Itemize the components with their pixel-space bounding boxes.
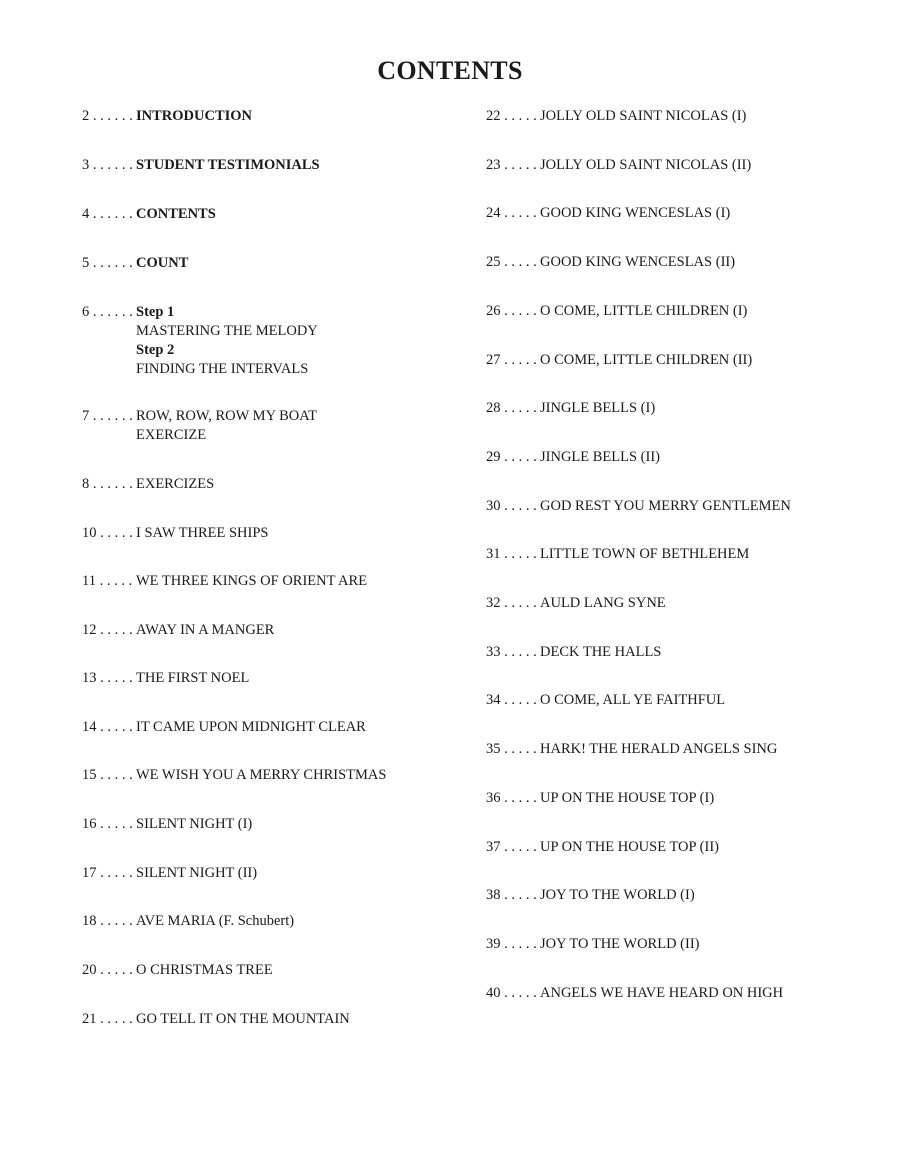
toc-entry-title xyxy=(136,912,294,931)
toc-entry-line: STUDENT TESTIMONIALS xyxy=(136,157,320,173)
toc-page-number: 39 . . . . . xyxy=(486,936,537,952)
toc-page-number: 15 . . . . . xyxy=(82,767,133,783)
toc-page-number: 24 . . . . . xyxy=(486,205,537,221)
toc-page-number: 6 . . . . . . xyxy=(82,304,133,320)
toc-entry-title xyxy=(540,156,751,175)
toc-entry-line: FINDING THE INTERVALS xyxy=(136,361,309,377)
toc-entry xyxy=(486,253,735,272)
toc-entry-line: O COME, LITTLE CHILDREN (I) xyxy=(540,303,748,319)
toc-entry-title xyxy=(136,815,252,834)
toc-page-number: 25 . . . . . xyxy=(486,254,537,270)
toc-entry xyxy=(486,399,655,418)
toc-entry-title xyxy=(136,475,214,494)
toc-page-number: 22 . . . . . xyxy=(486,108,537,124)
toc-page-number: 20 . . . . . xyxy=(82,962,133,978)
toc-page-number: 3 . . . . . . xyxy=(82,157,133,173)
toc-entry-line: MASTERING THE MELODY xyxy=(136,323,318,339)
toc-entry xyxy=(486,789,714,808)
toc-page-number: 33 . . . . . xyxy=(486,644,537,660)
toc-entry-line: THE FIRST NOEL xyxy=(136,670,250,686)
toc-entry xyxy=(82,303,318,379)
toc-entry-line: GOD REST YOU MERRY GENTLEMEN xyxy=(540,498,791,514)
toc-page-number: 21 . . . . . xyxy=(82,1011,133,1027)
toc-page-number: 29 . . . . . xyxy=(486,449,537,465)
toc-entry xyxy=(486,935,700,954)
toc-entry-line: GO TELL IT ON THE MOUNTAIN xyxy=(136,1011,350,1027)
toc-entry xyxy=(486,204,730,223)
toc-entry-line: IT CAME UPON MIDNIGHT CLEAR xyxy=(136,719,366,735)
toc-page-number: 34 . . . . . xyxy=(486,692,537,708)
toc-entry xyxy=(82,107,252,126)
toc-entry-line: AWAY IN A MANGER xyxy=(136,622,275,638)
toc-entry-title xyxy=(136,524,268,543)
toc-entry-line: GOOD KING WENCESLAS (II) xyxy=(540,254,736,270)
toc-page-number: 16 . . . . . xyxy=(82,816,133,832)
toc-page-number: 30 . . . . . xyxy=(486,498,537,514)
toc-entry-title xyxy=(136,864,257,883)
toc-entry xyxy=(82,156,320,175)
toc-entry-line: O COME, LITTLE CHILDREN (II) xyxy=(540,352,753,368)
toc-entry-title xyxy=(540,643,661,662)
toc-page-number: 7 . . . . . . xyxy=(82,408,133,424)
toc-entry xyxy=(486,643,661,662)
toc-entry-title xyxy=(540,302,747,321)
toc-page-number: 23 . . . . . xyxy=(486,157,537,173)
toc-entry-title xyxy=(540,691,725,710)
toc-entry-line: HARK! THE HERALD ANGELS SING xyxy=(540,741,778,757)
toc-entry xyxy=(82,475,214,494)
toc-entry-title xyxy=(540,497,791,516)
toc-entry-title xyxy=(540,594,666,613)
toc-entry-line: SILENT NIGHT (I) xyxy=(136,816,253,832)
toc-entry-line: WE WISH YOU A MERRY CHRISTMAS xyxy=(136,767,387,783)
toc-entry-title xyxy=(540,253,735,272)
toc-page-number: 5 . . . . . . xyxy=(82,255,133,271)
toc-entry-title xyxy=(136,407,317,445)
toc-page-number: 32 . . . . . xyxy=(486,595,537,611)
toc-page-number: 28 . . . . . xyxy=(486,400,537,416)
toc-entry-line: Step 1 xyxy=(136,304,175,320)
toc-entry-line: COUNT xyxy=(136,255,189,271)
toc-entry-line: CONTENTS xyxy=(136,206,216,222)
toc-entry-title xyxy=(136,621,274,640)
toc-entry-line: LITTLE TOWN OF BETHLEHEM xyxy=(540,546,750,562)
toc-entry-title xyxy=(540,838,719,857)
toc-entry-line: ROW, ROW, ROW MY BOAT xyxy=(136,408,318,424)
toc-entry xyxy=(486,691,725,710)
toc-entry xyxy=(82,524,268,543)
toc-entry-title xyxy=(136,303,318,379)
toc-entry-line: ANGELS WE HAVE HEARD ON HIGH xyxy=(540,985,784,1001)
toc-entry-line: JOY TO THE WORLD (II) xyxy=(540,936,700,952)
toc-entry-title xyxy=(540,448,660,467)
toc-entry-line: WE THREE KINGS OF ORIENT ARE xyxy=(136,573,368,589)
toc-entry-line: UP ON THE HOUSE TOP (I) xyxy=(540,790,715,806)
toc-entry xyxy=(82,621,274,640)
toc-entry-line: EXERCIZES xyxy=(136,476,215,492)
toc-entry xyxy=(486,156,751,175)
toc-entry-line: Step 2 xyxy=(136,342,175,358)
toc-entry-line: EXERCIZE xyxy=(136,427,207,443)
toc-page-number: 12 . . . . . xyxy=(82,622,133,638)
toc-entry xyxy=(82,766,386,785)
toc-entry-line: GOOD KING WENCESLAS (I) xyxy=(540,205,731,221)
toc-page-number: 38 . . . . . xyxy=(486,887,537,903)
toc-entry xyxy=(82,864,257,883)
toc-entry-title xyxy=(540,107,746,126)
toc-entry xyxy=(82,254,188,273)
toc-entry-title xyxy=(540,204,730,223)
toc-entry-title xyxy=(540,935,700,954)
toc-entry-line: UP ON THE HOUSE TOP (II) xyxy=(540,839,719,855)
toc-page-number: 27 . . . . . xyxy=(486,352,537,368)
toc-page-number: 2 . . . . . . xyxy=(82,108,133,124)
toc-entry-line: DECK THE HALLS xyxy=(540,644,662,660)
toc-entry-title xyxy=(136,205,216,224)
toc-entry-line: O CHRISTMAS TREE xyxy=(136,962,273,978)
toc-page-number: 18 . . . . . xyxy=(82,913,133,929)
toc-page-number: 8 . . . . . . xyxy=(82,476,133,492)
toc-entry xyxy=(82,961,273,980)
toc-entry xyxy=(486,594,666,613)
toc-page-number: 14 . . . . . xyxy=(82,719,133,735)
toc-entry-title xyxy=(540,789,714,808)
toc-page-number: 4 . . . . . . xyxy=(82,206,133,222)
toc-entry-title xyxy=(136,572,367,591)
toc-entry xyxy=(82,718,366,737)
toc-entry-line: I SAW THREE SHIPS xyxy=(136,525,269,541)
toc-entry xyxy=(82,669,249,688)
toc-entry xyxy=(486,545,749,564)
toc-entry-title xyxy=(136,107,252,126)
page-title: CONTENTS xyxy=(377,56,523,85)
toc-page-number: 36 . . . . . xyxy=(486,790,537,806)
toc-entry xyxy=(82,912,294,931)
toc-entry xyxy=(486,302,747,321)
toc-entry-line: O COME, ALL YE FAITHFUL xyxy=(540,692,726,708)
toc-entry-title xyxy=(540,886,695,905)
toc-entry-title xyxy=(136,156,320,175)
toc-entry-title xyxy=(540,351,752,370)
toc-entry xyxy=(82,1010,350,1029)
toc-entry-line: JOLLY OLD SAINT NICOLAS (I) xyxy=(540,108,747,124)
toc-entry xyxy=(82,572,367,591)
toc-entry-title xyxy=(136,718,366,737)
toc-entry-title xyxy=(136,254,188,273)
toc-entry-line: SILENT NIGHT (II) xyxy=(136,865,258,881)
toc-entry-title xyxy=(540,545,749,564)
toc-page-number: 13 . . . . . xyxy=(82,670,133,686)
toc-entry-title xyxy=(136,961,273,980)
toc-entry-line: JINGLE BELLS (I) xyxy=(540,400,656,416)
toc-page-number: 17 . . . . . xyxy=(82,865,133,881)
toc-entry-line: AULD LANG SYNE xyxy=(540,595,666,611)
toc-entry xyxy=(486,886,695,905)
toc-entry-title xyxy=(540,740,777,759)
toc-entry xyxy=(486,497,791,516)
toc-entry xyxy=(82,815,252,834)
toc-entry xyxy=(82,407,317,445)
toc-entry-title xyxy=(136,669,249,688)
toc-entry-line: JOLLY OLD SAINT NICOLAS (II) xyxy=(540,157,752,173)
toc-entry xyxy=(486,838,719,857)
toc-entry-title xyxy=(136,1010,350,1029)
toc-entry-line: JINGLE BELLS (II) xyxy=(540,449,661,465)
toc-entry xyxy=(486,448,660,467)
toc-page-number: 11 . . . . . xyxy=(82,573,133,589)
toc-page-number: 26 . . . . . xyxy=(486,303,537,319)
toc-page-number: 37 . . . . . xyxy=(486,839,537,855)
toc-entry xyxy=(486,740,777,759)
toc-entry-line: AVE MARIA (F. Schubert) xyxy=(136,913,295,929)
toc-entry xyxy=(486,351,752,370)
toc-entry-line: INTRODUCTION xyxy=(136,108,253,124)
toc-entry-title xyxy=(540,399,655,418)
toc-entry xyxy=(82,205,216,224)
toc-page-number: 31 . . . . . xyxy=(486,546,537,562)
toc-entry xyxy=(486,107,746,126)
toc-page-number: 10 . . . . . xyxy=(82,525,133,541)
toc-page-number: 40 . . . . . xyxy=(486,985,537,1001)
toc-page-number: 35 . . . . . xyxy=(486,741,537,757)
toc-entry xyxy=(486,984,783,1003)
toc-entry-title xyxy=(540,984,783,1003)
toc-entry-title xyxy=(136,766,386,785)
toc-entry-line: JOY TO THE WORLD (I) xyxy=(540,887,695,903)
